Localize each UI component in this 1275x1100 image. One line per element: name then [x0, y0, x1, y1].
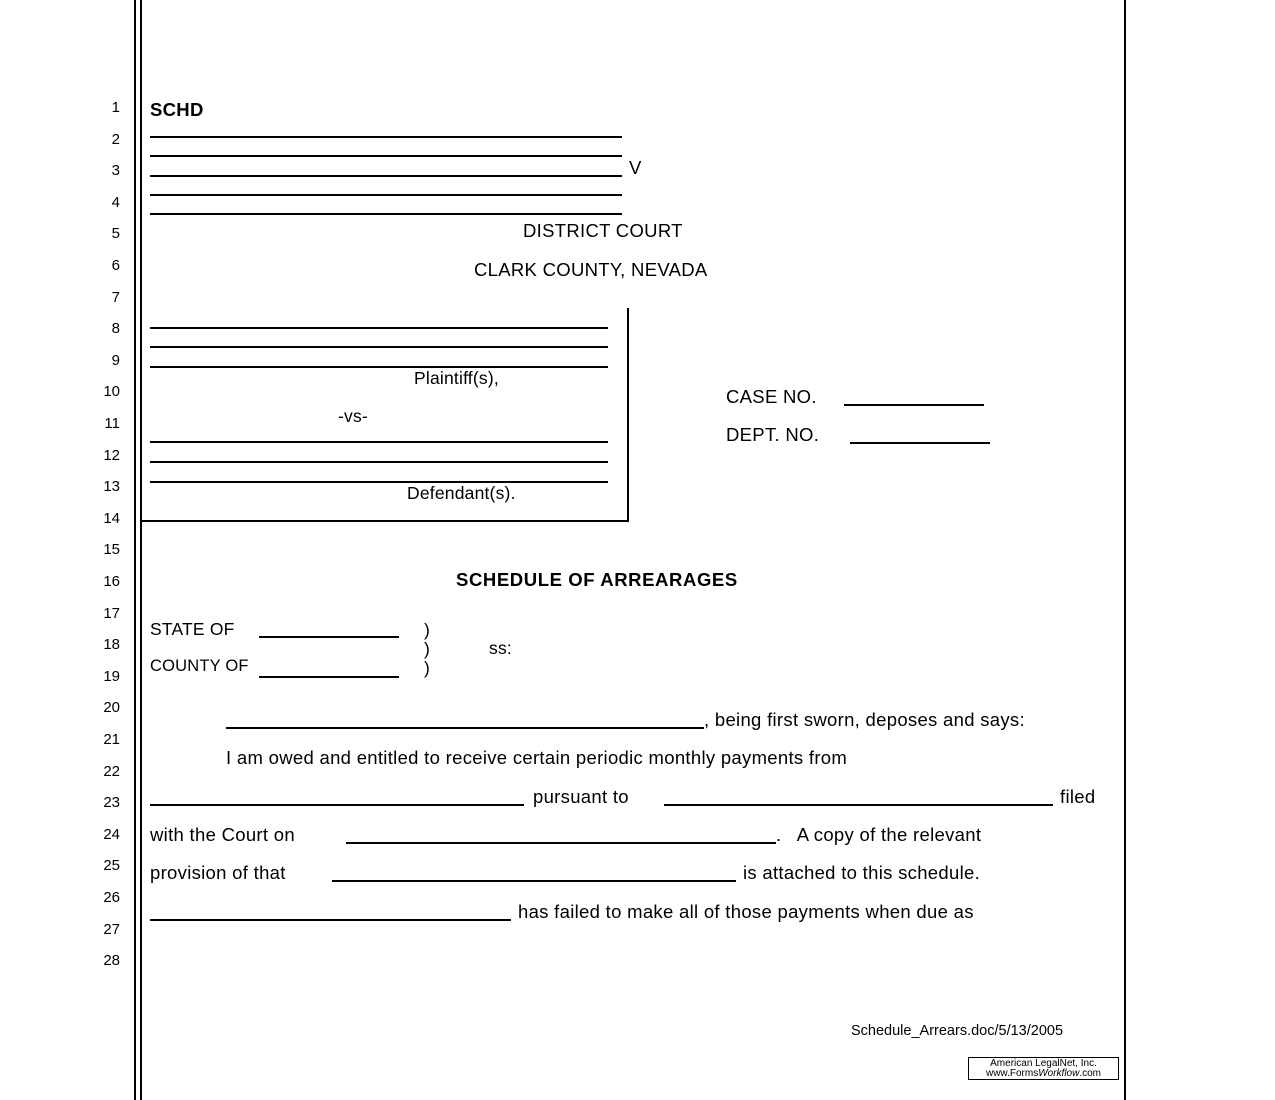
left-margin-rule-outer — [134, 0, 136, 1100]
right-margin-rule — [1124, 0, 1126, 1100]
sworn-statement: , being first sworn, deposes and says: — [704, 709, 1025, 730]
defaulting-party-blank[interactable] — [150, 919, 511, 921]
line-number: 8 — [111, 320, 120, 338]
plaintiff-blank-1[interactable] — [150, 327, 608, 329]
line-number: 23 — [103, 794, 120, 812]
line-number: 2 — [111, 130, 120, 148]
left-margin-rule-inner — [140, 0, 142, 1100]
line-number: 24 — [103, 825, 120, 843]
publisher-url-www: www.Forms — [985, 1068, 1039, 1079]
attorney-blank-2[interactable] — [150, 155, 622, 157]
department-number-label: DEPT. NO. — [726, 424, 820, 445]
plaintiff-label: Plaintiff(s), — [414, 368, 499, 388]
line-number: 1 — [111, 99, 120, 116]
publisher-name: American LegalNet, Inc. — [990, 1058, 1097, 1069]
filed-label: filed — [1060, 786, 1096, 807]
plaintiff-blank-2[interactable] — [150, 346, 608, 348]
publisher-url-workflow: Workflow — [1038, 1068, 1080, 1079]
versus-label: -vs- — [338, 406, 368, 426]
defendant-blank-3[interactable] — [150, 481, 608, 483]
venue-paren-1: ) — [424, 620, 431, 640]
attorney-blank-5[interactable] — [150, 213, 622, 215]
v-mark: V — [629, 157, 642, 178]
filed-with-court-label: with the Court on — [150, 824, 295, 845]
line-number: 12 — [103, 446, 120, 464]
footer-filename: Schedule_Arrears.doc/5/13/2005 — [851, 1023, 1064, 1039]
line-number: 11 — [104, 415, 120, 432]
case-number-label: CASE NO. — [726, 386, 817, 407]
line-number: 17 — [103, 604, 120, 622]
caption-box-right-rule — [627, 308, 629, 522]
line-number: 9 — [111, 351, 120, 369]
department-number-blank[interactable] — [850, 442, 990, 444]
failed-payments-statement: has failed to make all of those payments when due as — [518, 901, 974, 922]
line-number: 22 — [103, 762, 120, 780]
line-number: 10 — [103, 383, 120, 401]
line-number: 7 — [111, 288, 120, 306]
publisher-url-com: .com — [1079, 1068, 1102, 1079]
county-name: CLARK COUNTY, NEVADA — [474, 259, 708, 280]
attorney-blank-4[interactable] — [150, 194, 622, 196]
entitlement-statement: I am owed and entitled to receive certain periodic monthly payments from — [226, 747, 848, 768]
line-number: 28 — [103, 952, 120, 970]
defendant-blank-2[interactable] — [150, 461, 608, 463]
filing-date-blank[interactable] — [346, 842, 776, 844]
state-of-label: STATE OF — [150, 619, 235, 639]
line-number: 21 — [103, 731, 120, 748]
court-name: DISTRICT COURT — [523, 220, 683, 241]
line-number: 13 — [103, 478, 120, 496]
pursuant-to-label: pursuant to — [533, 786, 629, 807]
venue-paren-2: ) — [424, 639, 431, 659]
line-number: 4 — [111, 193, 120, 211]
line-number: 26 — [103, 889, 120, 906]
provision-blank[interactable] — [332, 880, 736, 882]
line-number: 18 — [103, 636, 120, 654]
plaintiff-blank-3[interactable] — [150, 366, 608, 368]
provision-label: provision of that — [150, 862, 286, 883]
defendant-blank-1[interactable] — [150, 441, 608, 443]
obligor-blank[interactable] — [150, 804, 524, 806]
attorney-blank-3[interactable] — [150, 175, 622, 177]
publisher-stamp — [968, 1057, 1119, 1080]
line-number: 16 — [103, 573, 120, 590]
order-blank[interactable] — [664, 804, 1053, 806]
line-number: 25 — [103, 857, 120, 875]
venue-paren-3: ) — [424, 658, 431, 678]
line-number: 15 — [103, 541, 120, 559]
document-code: SCHD — [150, 99, 204, 120]
line-number: 3 — [111, 162, 120, 180]
document-title: SCHEDULE OF ARREARAGES — [456, 569, 738, 590]
affiant-name-blank[interactable] — [226, 727, 704, 729]
line-number: 5 — [111, 225, 120, 243]
county-of-label: COUNTY OF — [150, 657, 249, 675]
line-number: 6 — [111, 257, 120, 274]
line-number: 20 — [103, 699, 120, 717]
ss-label: ss: — [489, 638, 512, 658]
caption-box-bottom-rule — [140, 520, 628, 522]
county-blank[interactable] — [259, 676, 399, 678]
attorney-blank-1[interactable] — [150, 136, 622, 138]
copy-relevant-label: . A copy of the relevant — [776, 824, 982, 845]
publisher-url — [969, 1069, 1118, 1079]
state-blank[interactable] — [259, 636, 399, 638]
line-number: 14 — [103, 509, 120, 527]
line-number: 19 — [103, 667, 120, 685]
line-number: 27 — [103, 920, 120, 938]
case-number-blank[interactable] — [844, 404, 984, 406]
attached-label: is attached to this schedule. — [743, 862, 981, 883]
defendant-label: Defendant(s). — [407, 483, 516, 503]
